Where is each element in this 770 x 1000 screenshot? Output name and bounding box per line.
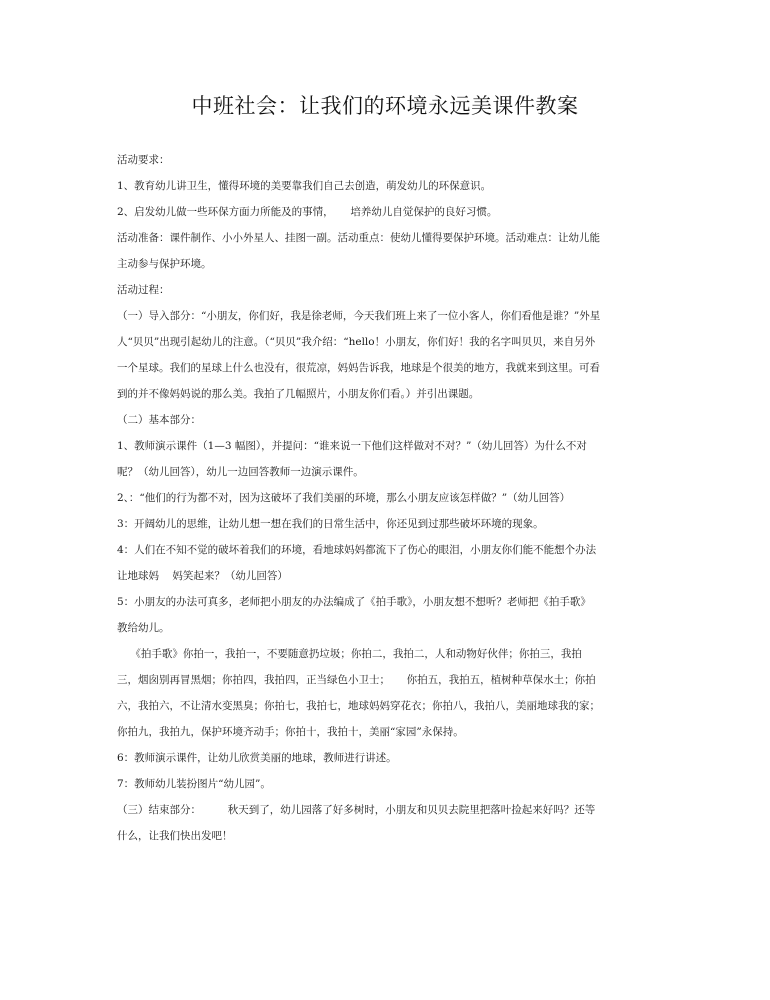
text-line: 2、：“他们的行为都不对，因为这破坏了我们美丽的环境，那么小朋友应该怎样做？”（幼儿回答） [117, 492, 571, 504]
document-body [117, 147, 657, 849]
text-line: 1、教育幼儿讲卫生，懂得环境的美要靠我们自己去创造，萌发幼儿的环保意识。 [117, 180, 492, 192]
text-line: 教给幼儿。 [117, 622, 170, 634]
text-line: 4：人们在不知不觉的破坏着我们的环境，看地球妈妈都流下了伤心的眼泪，小朋友你们能不能想个办法 [117, 544, 597, 556]
text-line: 活动准备：课件制作、小小外星人、挂图一副。活动重点：使幼儿懂得要保护环境。活动难点：让幼儿能 [117, 232, 600, 244]
text-line: 三，烟囱别再冒黑烟；你拍四，我拍四，正当绿色小卫士； 你拍五，我拍五，植树种草保水土；你拍 [117, 674, 596, 686]
text-line: 6：教师演示课件，让幼儿欣赏美丽的地球，教师进行讲述。 [117, 752, 397, 764]
text-line: （二）基本部分： [117, 414, 201, 426]
text-line: 5：小朋友的办法可真多，老师把小朋友的办法编成了《拍手歌》，小朋友想不想听？老师把《拍手歌》 [117, 596, 591, 608]
text-line: 2、启发幼儿做一些环保方面力所能及的事情， 培养幼儿自觉保护的良好习惯。 [117, 206, 498, 218]
text-line: （三）结束部分： 秋天到了，幼儿园落了好多树时，小朋友和贝贝去院里把落叶捡起来好吗？还等 [117, 804, 596, 816]
text-line: 一个星球。我们的星球上什么也没有，很荒凉，妈妈告诉我，地球是个很美的地方，我就来到这里。可看 [117, 362, 600, 374]
document-title: 中班社会：让我们的环境永远美课件教案 [191, 94, 579, 118]
text-line: 《拍手歌》你拍一，我拍一，不要随意扔垃圾；你拍二，我拍二，人和动物好伙伴；你拍三，我拍 [117, 648, 582, 660]
text-line: 六，我拍六，不让清水变黑臭；你拍七，我拍七，地球妈妈穿花衣；你拍八，我拍八，美丽地球我的家； [117, 700, 600, 712]
text-line: 到的并不像妈妈说的那么美。我拍了几幅照片，小朋友你们看。）并引出课题。 [117, 388, 480, 400]
text-line: 主动参与保护环境。 [117, 258, 212, 270]
text-line: 活动过程： [117, 284, 170, 296]
text-line: 3：开阔幼儿的思维，让幼儿想一想在我们的日常生活中，你还见到过那些破坏环境的现象。 [117, 518, 544, 530]
text-line: 什么，让我们快出发吧！ [117, 830, 233, 842]
text-line: 呢？（幼儿回答），幼儿一边回答教师一边演示课件。 [117, 466, 364, 478]
text-line: 让地球妈 妈笑起来？（幼儿回答） [117, 570, 288, 582]
text-line: 你拍九，我拍九，保护环境齐动手；你拍十，我拍十，美丽“家园”永保持。 [117, 726, 464, 738]
text-line: （一）导入部分：“小朋友，你们好，我是徐老师，今天我们班上来了一位小客人，你们看他是谁？”外星 [117, 310, 601, 322]
text-line: 人“贝贝”出现引起幼儿的注意。（“贝贝”我介绍：“hello！小朋友，你们好！我的名字叫贝贝，来自另外 [117, 336, 596, 348]
text-line: 活动要求： [117, 154, 170, 166]
text-line: 1、教师演示课件（1—3 幅图），并提问：“谁来说一下他们这样做对不对？”（幼儿回答）为什么不对 [117, 440, 587, 452]
text-line: 7：教师幼儿装扮图片“幼儿园”。 [117, 778, 271, 790]
